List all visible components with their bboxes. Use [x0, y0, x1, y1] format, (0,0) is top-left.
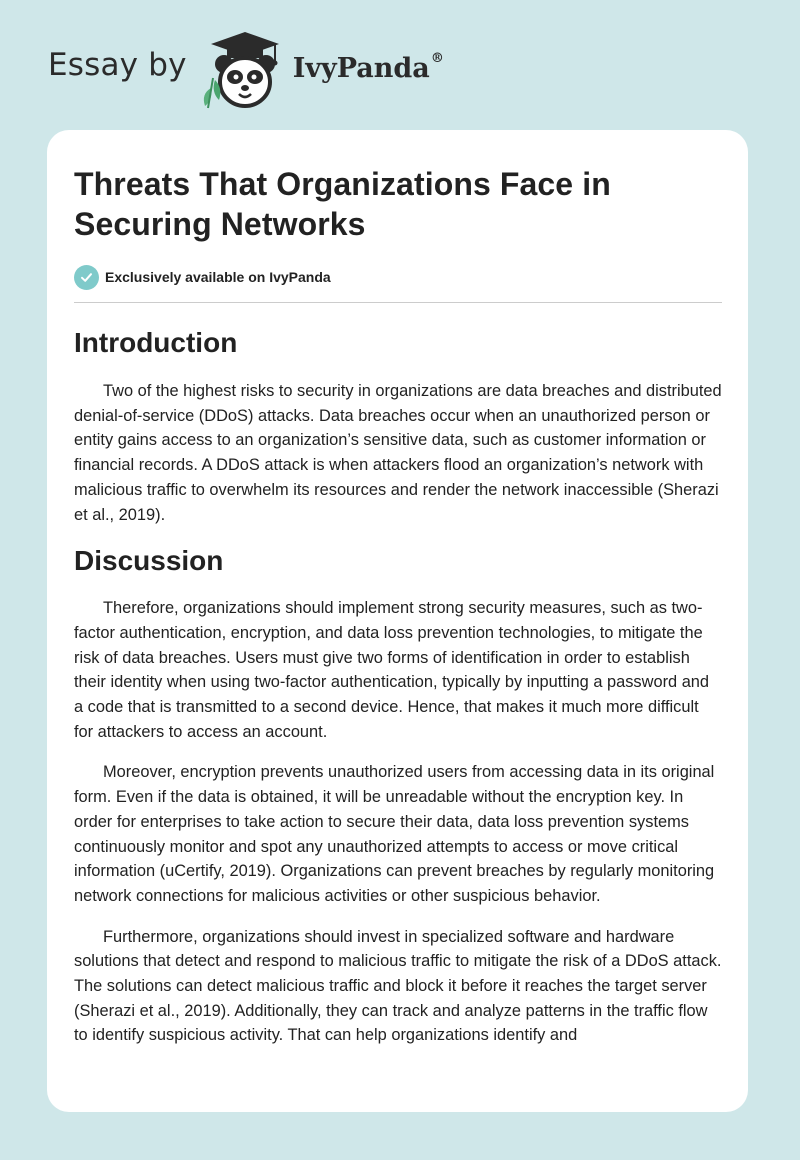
- exclusive-text: Exclusively available on IvyPanda: [105, 269, 331, 285]
- section-heading: Discussion: [74, 545, 224, 577]
- panda-logo-icon: [199, 30, 291, 110]
- check-circle-icon: [74, 265, 99, 290]
- section-discussion: [74, 544, 722, 1048]
- paragraph: Two of the highest risks to security in organizations are data breaches and distributed denial-of-service (DDoS) attacks. Data breaches occur when an unauthorized person or entity gains access to an organization’s sensitive data, such as customer information or financial records. A DDoS attack is when attackers flood an organization’s network with malicious traffic to overwhelm its resources and render the network inaccessible (Sherazi et al., 2019).: [74, 382, 722, 524]
- section-introduction: [74, 326, 722, 527]
- brand-header: [48, 30, 444, 110]
- divider: [74, 302, 722, 303]
- exclusive-badge: [74, 264, 722, 290]
- page-title: Threats That Organizations Face in Securing Networks: [74, 166, 611, 242]
- paragraph: Furthermore, organizations should invest in specialized software and hardware solutions that detect and respond to malicious traffic to mitigate the risk of a DDoS attack. The solutions can detect malicious traffic and block it before it reaches the target server (Sherazi et al., 2019). Additionally, they can track and analyze patterns in the traffic flow to identify suspicious activity. That can help organizations identify and: [74, 927, 722, 1045]
- registered-mark: ®: [430, 50, 444, 66]
- paragraph: Therefore, organizations should implement strong security measures, such as two-factor authentication, encryption, and data loss prevention technologies, to mitigate the risk of data breaches. Users must give two forms of identification in order to establish their identity when using two-factor authentication, typically by inputting a password and a code that is transmitted to a second device. Hence, that makes it much more difficult for attackers to access an account.: [74, 599, 710, 741]
- paragraph: Moreover, encryption prevents unauthorized users from accessing data in its original form. Even if the data is obtained, it will be unreadable without the encryption key. In order for enterprises to take action to secure their data, data loss prevention systems continuously monitor and spot any unauthorized attempts to access or move critical information (uCertify, 2019). Organizations can prevent breaches by regularly monitoring network connections for malicious activities or other suspicious behavior.: [74, 763, 715, 905]
- brand-prefix: Essay by: [48, 47, 187, 83]
- section-heading: Introduction: [74, 327, 238, 358]
- brand-name: IvyPanda®: [292, 50, 444, 84]
- essay-card: [47, 130, 748, 1112]
